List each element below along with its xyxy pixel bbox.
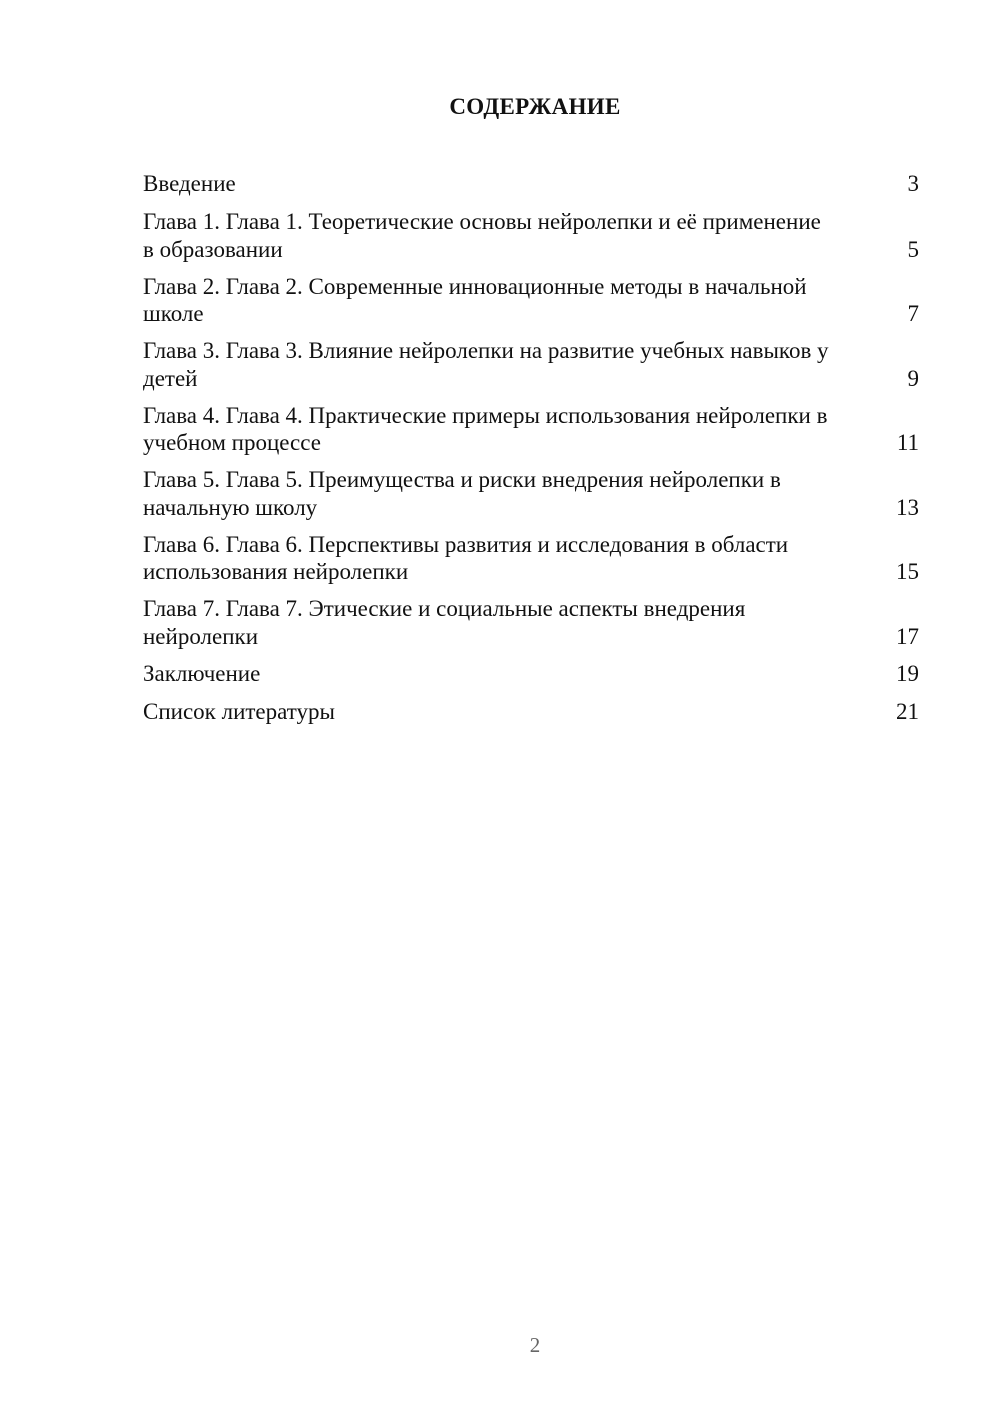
toc-entry-title: Глава 5. Глава 5. Преимущества и риски внедрения нейролепки в начальную школу [143,467,781,520]
toc-entry-page: 5 [907,236,919,262]
toc-entry-page: 21 [896,698,919,724]
toc-entry [143,698,919,726]
toc-entry-title: Глава 6. Глава 6. Перспективы развития и исследования в области использования нейролепки [143,531,789,584]
toc-entry [143,208,919,263]
page-number: 2 [529,1333,541,1357]
toc-entry-title: Глава 2. Глава 2. Современные инновационные методы в начальной школе [143,273,807,326]
toc-entry-page: 11 [896,430,919,455]
toc-entry-title: Глава 3. Глава 3. Влияние нейролепки на развитие учебных навыков у детей [143,338,829,391]
toc-entry-title: Список литературы [143,698,335,724]
toc-entry-title: Глава 4. Глава 4. Практические примеры использования нейролепки в учебном процессе [143,402,828,455]
toc-entry-title: Глава 1. Глава 1. Теоретические основы нейролепки и её применение в образовании [143,209,821,262]
toc-entry [143,170,919,198]
toc-entry-title: Введение [143,171,236,196]
toc-entry-page: 17 [896,623,919,649]
toc-entry [143,531,919,586]
toc-entry [143,402,919,457]
toc-entry-title: Глава 7. Глава 7. Этические и социальные аспекты внедрения нейролепки [143,596,746,649]
toc-entry-page: 15 [896,559,919,584]
toc-entry-page: 19 [896,660,919,686]
toc-entry-page: 3 [907,171,919,196]
toc-title: СОДЕРЖАНИЕ [449,94,621,119]
toc-entry [143,273,919,328]
toc-entry-title: Заключение [143,660,261,686]
toc-entry [143,466,919,521]
toc-entry-page: 9 [907,365,919,391]
table-of-contents [143,170,919,736]
toc-entry [143,660,919,688]
toc-entry [143,595,919,650]
toc-entry-page: 7 [907,301,919,326]
toc-entry [143,337,919,392]
toc-entry-page: 13 [896,494,919,520]
